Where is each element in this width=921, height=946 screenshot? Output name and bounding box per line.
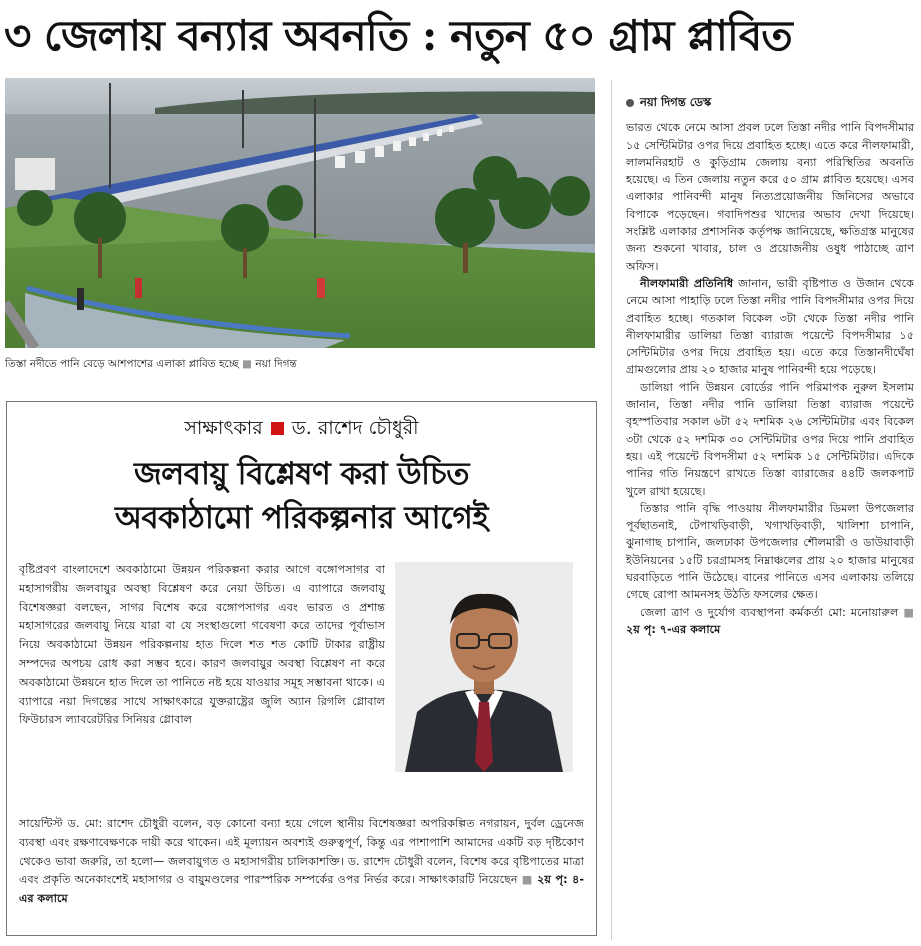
story-paragraph: জেলা ত্রাণ ও দুর্যোগ ব্যবস্থাপনা কর্মকর্তা মো: মনোয়ারুল ■ ২য় পৃ: ৭-এর কলামে xyxy=(626,605,914,636)
column-divider xyxy=(611,80,612,940)
story-paragraph: তিস্তার পানি বৃদ্ধি পাওয়ায় নীলফামারীর ডিমলা উপজেলার পূর্বছাতনাই, টেপাখড়িবাড়ী, খগাখড়িবাড়ী, খালিশা চাপানি, ঝুনাগাছ চাপানি, জলঢাকা উপজেলার শৌলমারী ও ডাউয়াবাড়ী ইউনিয়নের ১৫টি চরগ্রামসহ নিম্নাঞ্চলের প্রায় ২০ হাজার মানুষের ঘরবাড়িতে পানি উঠেছে। বানের পানিতে এসব এলাকায় তলিয়ে গেছে রোপা আমনসহ উঠতি ফসলের ক্ষেত। xyxy=(626,501,914,602)
interview-box xyxy=(6,401,597,936)
correspondent-label: নীলফামারী প্রতিনিধি xyxy=(640,276,734,290)
headline: ৩ জেলায় বন্যার অবনতি : নতুন ৫০ গ্রাম প্লাবিত xyxy=(4,11,792,60)
story-paragraph: নীলফামারী প্রতিনিধি জানান, ভারী বৃষ্টিপাত ও উজান থেকে নেমে আসা পাহাড়ি ঢলে তিস্তা নদীর পানি বিপদসীমার ওপর দিয়ে প্রবাহিত হচ্ছে। গতকাল বিকেল ৩টা থেকে তিস্তা নদীর পানি নীলফামারীর ডালিয়া তিস্তা ব্যারাজ পয়েন্টে বিপদসীমার ১৫ সেন্টিমিটার ওপর দিয়ে প্রবাহিত হয়। এতে করে তিস্তানদীঘেঁষা গ্রামগুলোর প্রায় ২০ হাজার মানুষ পানিবন্দী হয়ে পড়েছে। xyxy=(626,276,914,377)
portrait-photo xyxy=(395,562,573,772)
bullet-icon xyxy=(626,99,634,107)
continuation-icon: ■ xyxy=(521,873,533,887)
continued-link[interactable]: ২য় পৃ: ৭-এর কলামে xyxy=(626,622,721,636)
person-portrait-image xyxy=(395,562,573,772)
flood-photo xyxy=(5,78,595,348)
caption-text: তিস্তা নদীতে পানি বেড়ে আশপাশের এলাকা প্লাবিত হচ্ছে xyxy=(5,358,239,370)
story-paragraph: ভারত থেকে নেমে আসা প্রবল ঢলে তিস্তা নদীর পানি বিপদসীমার ১৫ সেন্টিমিটার ওপর দিয়ে প্রবাহিত হচ্ছে। এতে করে নীলফামারী, লালমনিরহাট ও কুড়িগ্রাম জেলায় বন্যা পরিস্থিতির অবনতি হয়েছে। এ তিন জেলায় নতুন করে ৫০ গ্রাম প্লাবিত হয়েছে। এসব এলাকার পানিবন্দী মানুষ নিত্যপ্রয়োজনীয় জিনিসের অভাবে বিপাকে পড়েছেন। গবাদিপশুর খাদ্যের অভাব দেখা দিয়েছে। সংশ্লিষ্ট এলাকার প্রশাসনিক কর্তৃপক্ষ জানিয়েছে, ক্ষতিগ্রস্ত মানুষের জন্য শুকনো খাবার, চাল ও প্রয়োজনীয় ওষুধ পাঠাচ্ছে ত্রাণ অফিস। xyxy=(626,121,914,273)
caption-credit: নয়া দিগন্ত xyxy=(255,358,297,370)
continued-link[interactable]: ২য় পৃ: ৪-এর কলামে xyxy=(19,873,585,906)
continuation-icon: ■ xyxy=(903,605,914,619)
main-story xyxy=(626,94,914,638)
photo-caption xyxy=(5,356,595,372)
interview-body-bottom: সায়েন্টিস্ট ড. মো: রাশেদ চৌধুরী বলেন, বড় কোনো বন্যা হয়ে গেলে স্থানীয় বিশেষজ্ঞরা অপরিকল্পিত নগরায়ন, দুর্বল ড্রেনেজ ব্যবস্থা এবং রক্ষণাবেক্ষণকে দায়ী করে থাকেন। এই মূল্যায়ন অবশ্যই গুরুত্বপূর্ণ, কিন্তু এর পাশাপাশি আমাদের একটি বড় দৃষ্টিকোণ থেকেও ভাবা জরুরি, তা হলো— জলবায়ুগত ও মহাসাগরীয় চালিকাশক্তি। ড. রাশেদ চৌধুরী বলেন, বিশেষ করে বৃষ্টিপাতের মাত্রা এবং প্রকৃতি অনেকাংশেই মহাসাগর ও বায়ুমণ্ডলের পারস্পরিক সম্পর্কের ওপর নির্ভর করে। সাক্ষাৎকারটি নিয়েছেন ■ ২য় পৃ: ৪-এর কলামে xyxy=(19,817,585,906)
story-byline: নয়া দিগন্ত ডেস্ক xyxy=(626,94,914,111)
interview-kicker: সাক্ষাৎকার ড. রাশেদ চৌধুরী xyxy=(184,417,419,439)
barrage-river-image xyxy=(5,78,595,348)
interview-body-top: বৃষ্টিপ্রবণ বাংলাদেশে অবকাঠামো উন্নয়ন পরিকল্পনা করার আগে বঙ্গোপসাগর বা মহাসাগরীয় জলবায়ুর অবস্থা বিশ্লেষণ করে নেয়া উচিত। এ ব্যাপারে জলবায়ু বিশেষজ্ঞরা বলছেন, সাগর বিশেষ করে বঙ্গোপসাগর এবং ভারত ও প্রশান্ত মহাসাগরের জলবায়ু নিয়ে যারা বা যে সংস্থাগুলো গবেষণা করে তাদের পূর্বাভাস নিয়ে অবকাঠামো উন্নয়ন পরিকল্পনায় হাত দিলে শত শত কোটি টাকার রাষ্ট্রীয় সম্পদের অপচয় রোধ করা সম্ভব হবে। কারণ জলবায়ুর অবস্থা বিশ্লেষণ না করে অবকাঠামো উন্নয়নে হাত দিলে তা পানিতে নষ্ট হয়ে যাওয়ার সমূহ সম্ভাবনা থাকে। এ ব্যাপারে নয়া দিগন্তের সাথে সাক্ষাৎকারে যুক্তরাষ্ট্রের জুলি অ্যান রিগলি গ্লোবাল ফিউচারস ল্যাবরেটরির সিনিয়র গ্লোবাল xyxy=(19,563,385,727)
interview-title: জলবায়ু বিশ্লেষণ করা উচিত অবকাঠামো পরিকল্পনার আগেই xyxy=(115,456,488,536)
story-paragraph: ডালিয়া পানি উন্নয়ন বোর্ডের পানি পরিমাপক নুরুল ইসলাম জানান, তিস্তা নদীর পানি ডালিয়া তিস্তা ব্যারাজ পয়েন্টে বৃহস্পতিবার সকাল ৬টা ৫২ দশমিক ২৬ সেন্টিমিটার এবং বিকেল ৩টা থেকে ৫২ দশমিক ৩০ সেন্টিমিটার ওপর দিয়ে পানি প্রবাহিত হয়। এই পয়েন্টে বিপদসীমা ৫২ দশমিক ১৫ সেন্টিমিটার। এদিকে পানির গতি নিয়ন্ত্রণে রাখতে তিস্তা ব্যারাজের ৪৪টি জলকপাট খুলে রাখা হয়েছে। xyxy=(626,380,914,498)
red-square-icon xyxy=(271,422,284,435)
caption-separator-icon: ■ xyxy=(242,358,252,370)
